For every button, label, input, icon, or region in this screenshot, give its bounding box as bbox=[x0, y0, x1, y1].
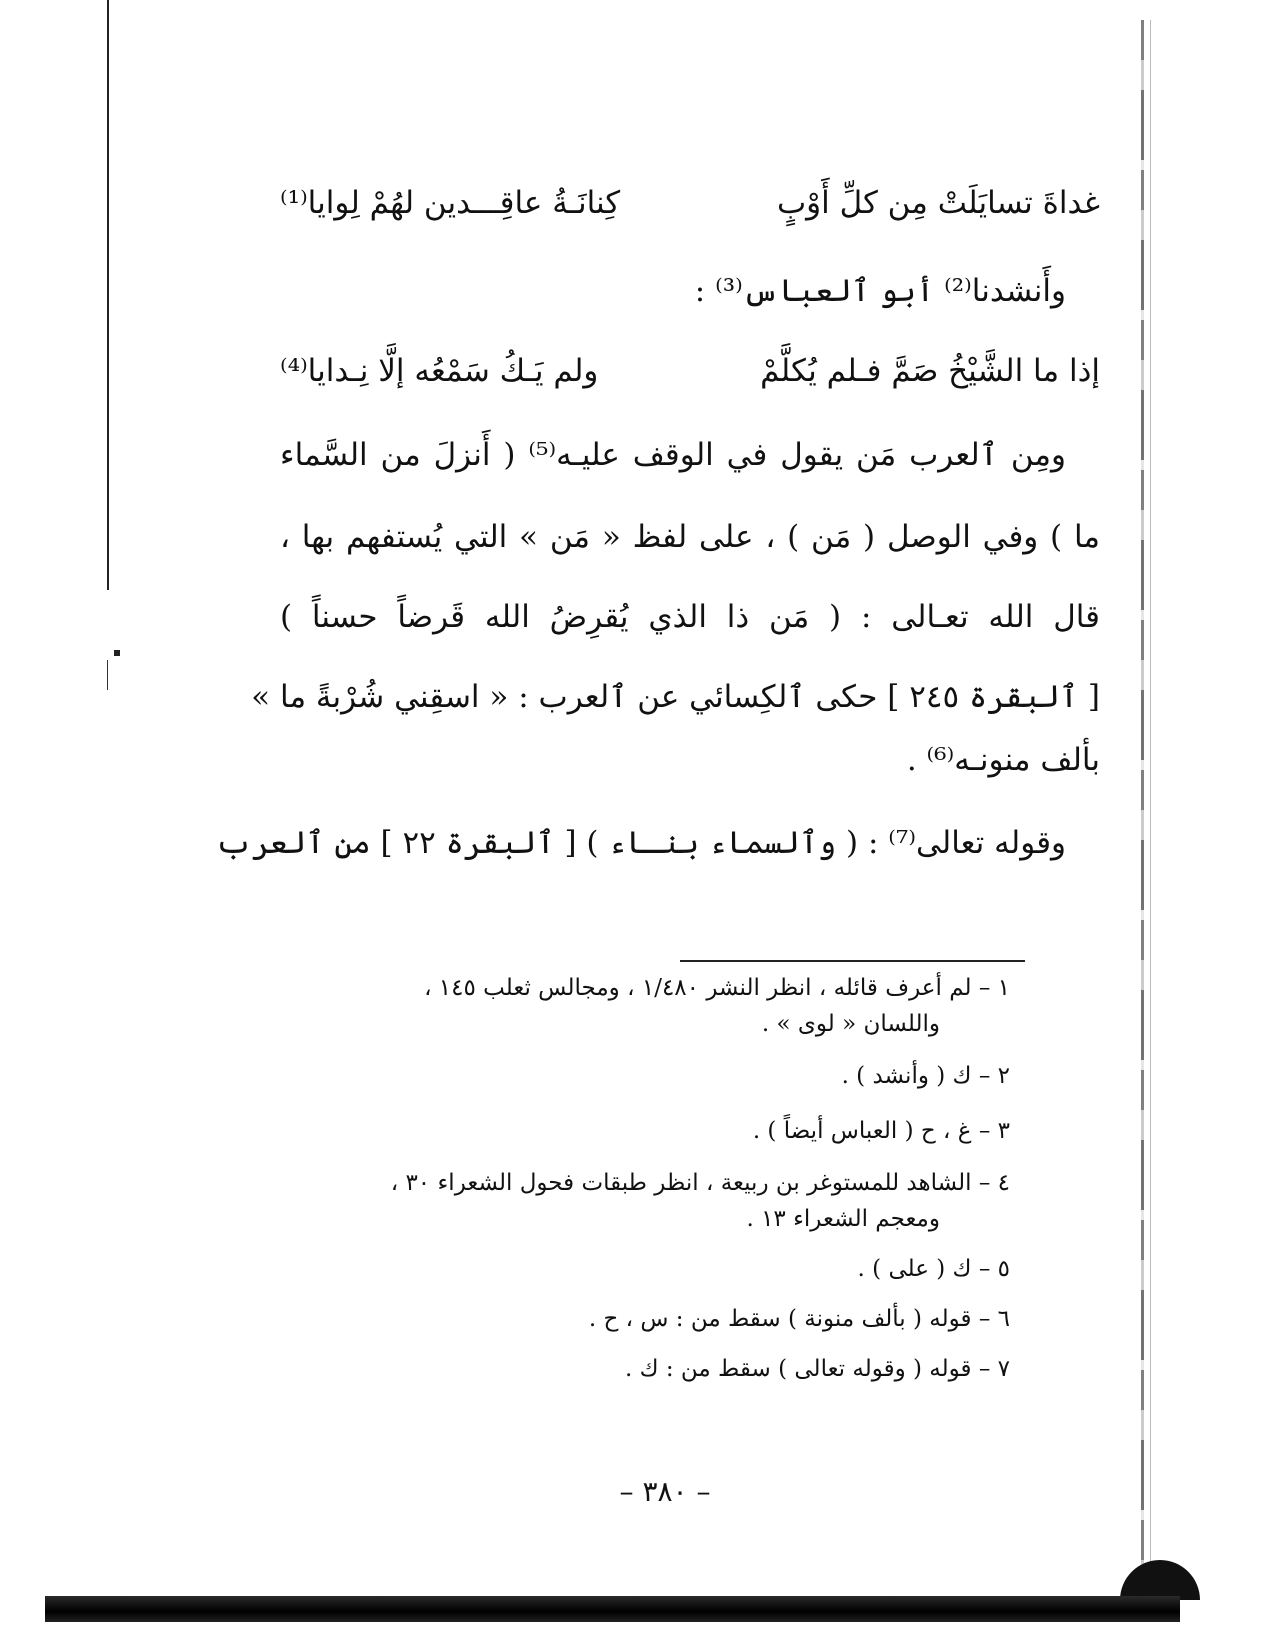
text-line-5: بألف منونـه⁽⁶⁾ . bbox=[906, 742, 1100, 778]
footnote-7: ٧ – قوله ( وقوله تعالى ) سقط من : ك . bbox=[624, 1356, 1010, 1382]
verse-1-second-hemistich: كِنانَـةُ عاقِـــدين لهُمْ لِوايا⁽¹⁾ bbox=[280, 185, 621, 221]
footnote-3: ٣ – غ ، ح ( العباس أيضاً ) . bbox=[752, 1118, 1010, 1144]
footnote-2: ٢ – ك ( وأنشد ) . bbox=[841, 1063, 1010, 1089]
scan-bottom-band bbox=[45, 1596, 1180, 1622]
scan-bottom-shadow bbox=[1120, 1560, 1200, 1600]
page-number: – ٣٨٠ – bbox=[619, 1475, 711, 1508]
footnote-6: ٦ – قوله ( بألف منونة ) سقط من : س ، ح . bbox=[588, 1306, 1010, 1332]
verse-1 bbox=[280, 185, 1100, 245]
footnote-4-continued: ومعجم الشعراء ١٣ . bbox=[746, 1206, 940, 1232]
verse-2 bbox=[280, 353, 1100, 413]
verse-1-first-hemistich: غداةَ تسايَلَتْ مِن كلِّ أَوْبٍ bbox=[776, 185, 1100, 221]
text-line-4: [ ٱلبقرة ٢٤٥ ] حكى ٱلكِسائي عن ٱلعرب : « اسقِني شُرْبةً ما » bbox=[251, 679, 1100, 715]
scan-edge-right bbox=[1141, 20, 1144, 1620]
text-line-1: ومِن ٱلعرب مَن يقول في الوقف عليـه⁽⁵⁾ ( أَنزلَ من السَّماء bbox=[280, 437, 1066, 473]
footnote-1-continued: واللسان « لوى » . bbox=[761, 1011, 940, 1037]
footnote-separator bbox=[680, 960, 1025, 962]
scan-edge-left-mark bbox=[107, 660, 108, 690]
text-line-2: ما ) وفي الوصل ( مَن ) ، على لفظ « مَن » التي يُستفهم بها ، bbox=[280, 519, 1100, 555]
anshadna-line: وأَنشدنا⁽²⁾ أبو ٱلعباس⁽³⁾ : bbox=[694, 273, 1066, 309]
footnote-4: ٤ – الشاهد للمستوغر بن ربيعة ، انظر طبقات فحول الشعراء ٣٠ ، bbox=[390, 1170, 1010, 1196]
footnote-5: ٥ – ك ( على ) . bbox=[857, 1256, 1010, 1282]
text-line-6: وقوله تعالى⁽⁷⁾ : ( وٱلسماء بنـاء ) [ ٱلبقرة ٢٢ ] من ٱلعرب bbox=[215, 825, 1066, 861]
scan-edge-left bbox=[107, 0, 109, 590]
scan-edge-right-line bbox=[1150, 20, 1151, 1620]
footnote-1: ١ – لم أعرف قائله ، انظر النشر ١/٤٨٠ ، ومجالس ثعلب ١٤٥ ، bbox=[424, 975, 1010, 1001]
verse-2-first-hemistich: إذا ما الشَّيْخُ صَمَّ فـلم يُكلَّمْ bbox=[760, 353, 1100, 389]
scan-dot bbox=[114, 650, 120, 656]
text-line-3: قال الله تعـالى : ( مَن ذا الذي يُقرِضُ الله قَرضاً حسناً ) bbox=[280, 599, 1100, 635]
verse-2-second-hemistich: ولم يَـكُ سَمْعُه إلَّا نِـدايا⁽⁴⁾ bbox=[280, 353, 599, 389]
